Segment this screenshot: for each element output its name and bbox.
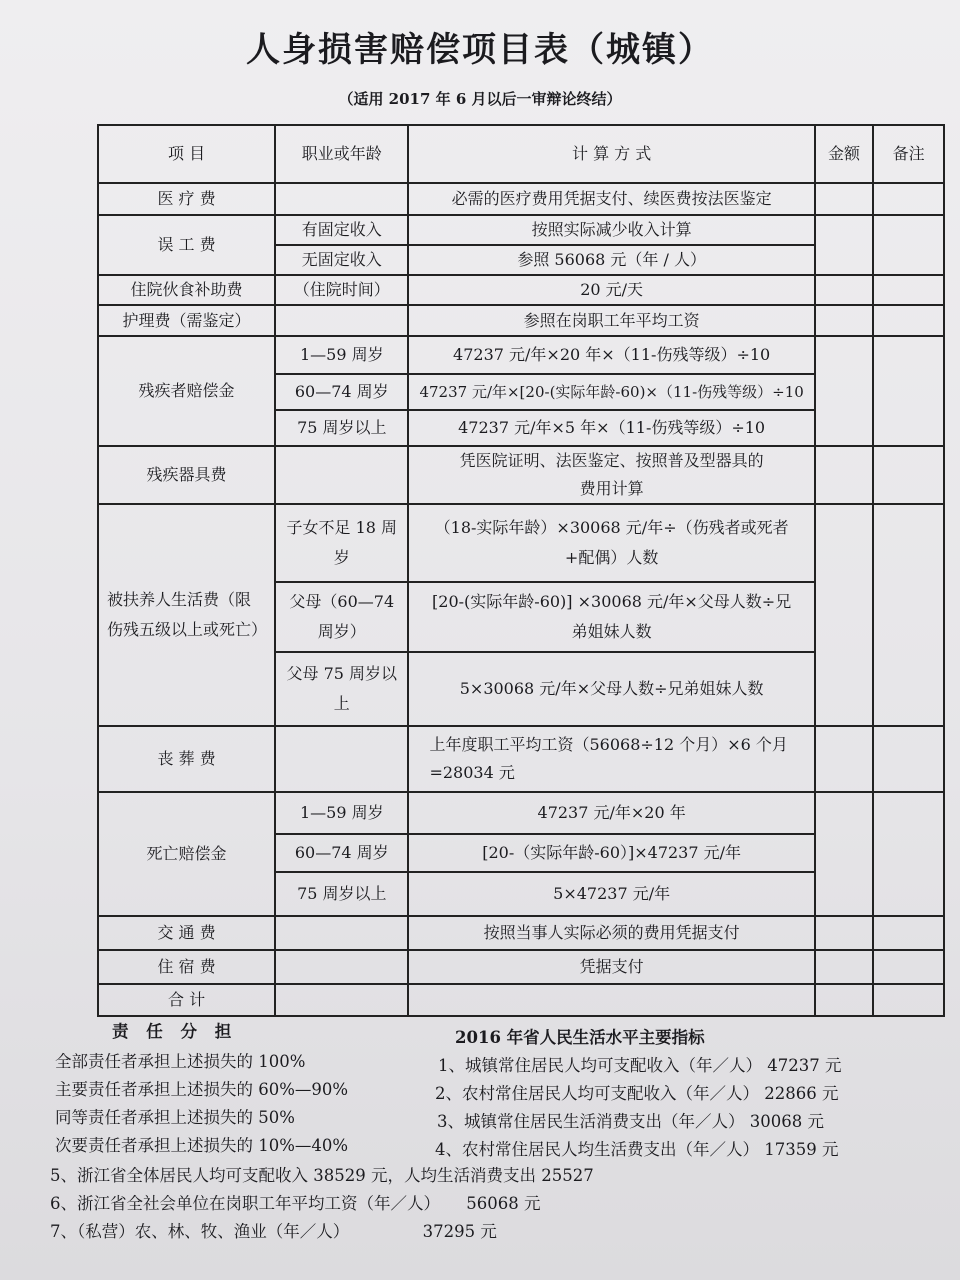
item-cell: 残疾器具费 (98, 446, 275, 504)
remark-cell (873, 726, 944, 792)
remark-cell (873, 446, 944, 504)
amount-cell (815, 446, 873, 504)
remark-cell (873, 336, 944, 446)
item-cell: 住院伙食补助费 (98, 275, 275, 305)
indicator-line: 4、农村常住居民人均生活费支出（年／人） 17359 元 (435, 1140, 839, 1159)
amount-cell (815, 305, 873, 336)
remark-cell (873, 183, 944, 215)
header-method: 计 算 方 式 (408, 125, 814, 183)
empty-cell (275, 305, 408, 336)
amount-cell (815, 275, 873, 305)
remark-cell (873, 950, 944, 984)
remark-cell (873, 305, 944, 336)
sub-cell: 无固定收入 (275, 245, 408, 275)
amount-cell (815, 336, 873, 446)
method-cell: 上年度职工平均工资（56068÷12 个月）×6 个月 =28034 元 (408, 726, 814, 792)
item-cell: 合 计 (98, 984, 275, 1016)
table-row (98, 215, 944, 245)
table-row (98, 726, 944, 792)
amount-cell (815, 792, 873, 916)
remark-cell (873, 504, 944, 726)
header-remark: 备注 (873, 125, 944, 183)
method-cell: 参照在岗职工年平均工资 (408, 305, 814, 336)
empty-cell (275, 183, 408, 215)
extra-line: 7、（私营）农、林、牧、渔业（年／人） 37295 元 (50, 1222, 497, 1241)
method-cell: 参照 56068 元（年 / 人） (408, 245, 814, 275)
empty-cell (275, 916, 408, 950)
compensation-table (97, 124, 945, 1017)
method-cell: 必需的医疗费用凭据支付、续医费按法医鉴定 (408, 183, 814, 215)
method-cell: [20-(实际年龄-60)] ×30068 元/年×父母人数÷兄弟姐妹人数 (408, 582, 814, 652)
amount-cell (815, 215, 873, 275)
item-cell: 误 工 费 (98, 215, 275, 275)
item-cell: 住 宿 费 (98, 950, 275, 984)
page-subtitle: （适用 2017 年 6 月以后一审辩论终结） (338, 90, 622, 108)
header-occupation: 职业或年龄 (275, 125, 408, 183)
method-cell: 5×47237 元/年 (408, 872, 814, 916)
method-cell: 按照当事人实际必须的费用凭据支付 (408, 916, 814, 950)
page-title: 人身损害赔偿项目表（城镇） (246, 30, 714, 70)
amount-cell (815, 916, 873, 950)
table-row (98, 305, 944, 336)
sub-cell: 子女不足 18 周岁 (275, 504, 408, 582)
amount-cell (815, 984, 873, 1016)
table-row (98, 446, 944, 504)
sub-cell: 75 周岁以上 (275, 410, 408, 446)
sub-cell: 60—74 周岁 (275, 834, 408, 872)
indicator-line: 1、城镇常住居民人均可支配收入（年／人） 47237 元 (438, 1056, 842, 1075)
sub-cell: 1—59 周岁 (275, 336, 408, 374)
liability-line: 次要责任者承担上述损失的 10%—40% (55, 1136, 349, 1155)
item-cell: 残疾者赔偿金 (98, 336, 275, 446)
method-cell (408, 984, 814, 1016)
item-cell: 丧 葬 费 (98, 726, 275, 792)
amount-cell (815, 183, 873, 215)
sub-cell: 1—59 周岁 (275, 792, 408, 834)
sub-cell: 父母（60—74 周岁） (275, 582, 408, 652)
method-cell: 凭据支付 (408, 950, 814, 984)
remark-cell (873, 792, 944, 916)
remark-cell (873, 215, 944, 275)
item-cell: 医 疗 费 (98, 183, 275, 215)
empty-cell (275, 446, 408, 504)
method-cell: 47237 元/年×5 年×（11-伤残等级）÷10 (408, 410, 814, 446)
indicator-line: 2、农村常住居民人均可支配收入（年／人） 22866 元 (435, 1084, 839, 1103)
item-cell: 死亡赔偿金 (98, 792, 275, 916)
liability-heading: 责 任 分 担 (112, 1022, 238, 1041)
table-row (98, 984, 944, 1016)
method-cell: 47237 元/年×[20-(实际年龄-60)×（11-伤残等级）÷10 (408, 374, 814, 410)
sub-cell: （住院时间） (275, 275, 408, 305)
table-row (98, 792, 944, 834)
table-row (98, 504, 944, 582)
header-item: 项 目 (98, 125, 275, 183)
sub-cell: 有固定收入 (275, 215, 408, 245)
table-row (98, 916, 944, 950)
item-cell: 被扶养人生活费（限伤残五级以上或死亡） (98, 504, 275, 726)
empty-cell (275, 984, 408, 1016)
amount-cell (815, 726, 873, 792)
amount-cell (815, 504, 873, 726)
method-cell: [20-（实际年龄-60）]×47237 元/年 (408, 834, 814, 872)
method-cell: 按照实际减少收入计算 (408, 215, 814, 245)
extra-line: 5、浙江省全体居民人均可支配收入 38529 元，人均生活消费支出 25527 (50, 1166, 594, 1185)
method-cell: 47237 元/年×20 年 (408, 792, 814, 834)
liability-line: 全部责任者承担上述损失的 100% (55, 1052, 306, 1071)
table-row (98, 275, 944, 305)
sub-cell: 父母 75 周岁以上 (275, 652, 408, 726)
indicator-line: 3、城镇常住居民生活消费支出（年／人） 30068 元 (437, 1112, 824, 1131)
amount-cell (815, 950, 873, 984)
method-cell: （18-实际年龄）×30068 元/年÷（伤残者或死者+配偶）人数 (408, 504, 814, 582)
method-cell: 5×30068 元/年×父母人数÷兄弟姐妹人数 (408, 652, 814, 726)
extra-line: 6、浙江省全社会单位在岗职工年平均工资（年／人） 56068 元 (50, 1194, 541, 1213)
indicators-heading: 2016 年省人民生活水平主要指标 (455, 1028, 705, 1047)
remark-cell (873, 275, 944, 305)
item-cell: 交 通 费 (98, 916, 275, 950)
table-row (98, 336, 944, 374)
sub-cell: 75 周岁以上 (275, 872, 408, 916)
empty-cell (275, 726, 408, 792)
table-row (98, 950, 944, 984)
empty-cell (275, 950, 408, 984)
liability-line: 同等责任者承担上述损失的 50% (55, 1108, 295, 1127)
method-cell: 47237 元/年×20 年×（11-伤残等级）÷10 (408, 336, 814, 374)
liability-line: 主要责任者承担上述损失的 60%—90% (55, 1080, 349, 1099)
method-cell: 凭医院证明、法医鉴定、按照普及型器具的费用计算 (408, 446, 814, 504)
header-amount: 金额 (815, 125, 873, 183)
remark-cell (873, 916, 944, 950)
item-cell: 护理费（需鉴定） (98, 305, 275, 336)
table-row (98, 183, 944, 215)
table-header (98, 125, 944, 183)
remark-cell (873, 984, 944, 1016)
sub-cell: 60—74 周岁 (275, 374, 408, 410)
method-cell: 20 元/天 (408, 275, 814, 305)
